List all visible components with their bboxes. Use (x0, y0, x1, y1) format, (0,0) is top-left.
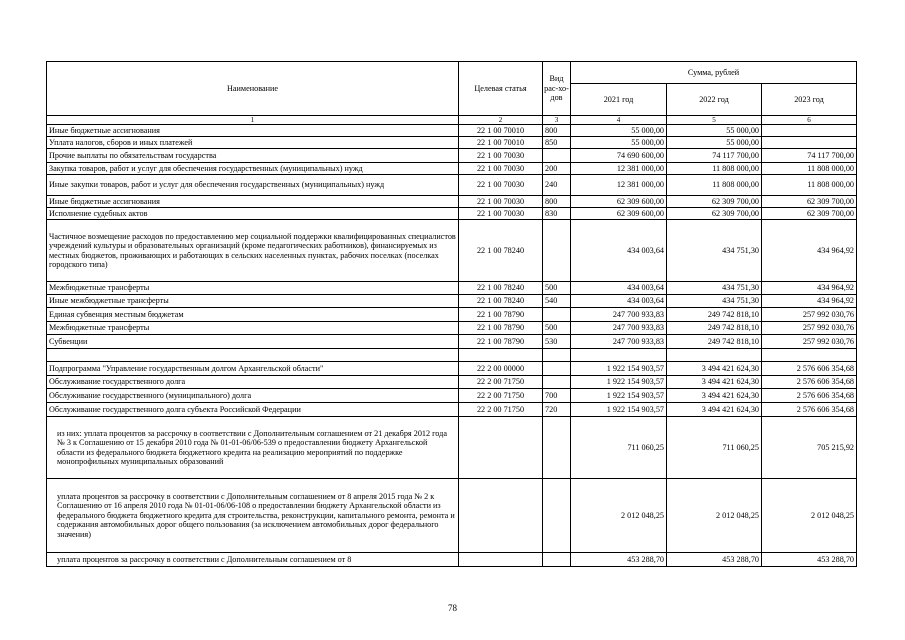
budget-table (46, 61, 857, 567)
row-name: Прочие выплаты по обязательствам государства (47, 149, 459, 163)
row-sum-2023: 2 576 606 354,68 (762, 362, 857, 376)
table-row (47, 376, 857, 389)
header-year-2021: 2021 год (571, 84, 667, 116)
table-row (47, 295, 857, 308)
row-target-code: 22 1 00 70030 (459, 149, 543, 163)
row-sum-2021: 1 922 154 903,57 (571, 389, 667, 403)
row-target-code: 22 1 00 78240 (459, 295, 543, 308)
row-sum-2022: 2 012 048,25 (667, 479, 762, 553)
row-name: из них: уплата процентов за рассрочку в соответствии с Дополнительным соглашением от 21 декабря 2012 года № 3 к Соглашению от 15 декабря 2010 года № 01-01-06/06-539 о предоставлении бюджету Архангельской области из федерального бюджета бюджетного кредита на реализацию мероприятий по поддержке монопрофильных муниципальных образований (47, 417, 459, 479)
row-target-code: 22 1 00 78240 (459, 220, 543, 282)
row-sum-2023: 2 576 606 354,68 (762, 403, 857, 417)
row-sum-2022: 11 808 000,00 (667, 163, 762, 175)
row-sum-2023: 74 117 700,00 (762, 149, 857, 163)
row-name: Иные бюджетные ассигнования (47, 196, 459, 208)
row-expense-type: 530 (543, 335, 571, 349)
row-name: уплата процентов за рассрочку в соответствии с Дополнительным соглашением от 8 (47, 553, 459, 567)
row-sum-2021: 1 922 154 903,57 (571, 403, 667, 417)
row-sum-2021: 1 922 154 903,57 (571, 362, 667, 376)
row-sum-2023: 705 215,92 (762, 417, 857, 479)
table-row (47, 163, 857, 175)
column-number: 2 (459, 116, 543, 125)
row-expense-type: 720 (543, 403, 571, 417)
row-sum-2023 (762, 349, 857, 362)
row-expense-type: 700 (543, 389, 571, 403)
row-name: Обслуживание государственного долга субъекта Российской Федерации (47, 403, 459, 417)
row-name: Обслуживание государственного (муниципального) долга (47, 389, 459, 403)
row-sum-2023: 434 964,92 (762, 282, 857, 295)
row-sum-2022: 249 742 818,10 (667, 308, 762, 322)
row-name: Иные закупки товаров, работ и услуг для обеспечения государственных (муниципальных) нужд (47, 175, 459, 196)
row-expense-type (543, 362, 571, 376)
row-sum-2022: 55 000,00 (667, 125, 762, 137)
row-expense-type (543, 149, 571, 163)
row-expense-type: 200 (543, 163, 571, 175)
row-sum-2022: 11 808 000,00 (667, 175, 762, 196)
table-row (47, 389, 857, 403)
row-name: Частичное возмещение расходов по предоставлению мер социальной поддержки квалифицированных специалистов учреждений культуры и образовательных организаций (кроме педагогических работников), финансируемых из местных бюджетов, проживающих и работающих в сельских населенных пунктах, рабочих поселках (поселках городского типа) (47, 220, 459, 282)
row-target-code (459, 417, 543, 479)
row-expense-type (543, 417, 571, 479)
row-expense-type (543, 553, 571, 567)
row-sum-2021: 247 700 933,83 (571, 308, 667, 322)
table-row (47, 125, 857, 137)
row-name: Обслуживание государственного долга (47, 376, 459, 389)
row-target-code (459, 349, 543, 362)
row-sum-2023: 11 808 000,00 (762, 175, 857, 196)
row-sum-2023: 2 576 606 354,68 (762, 389, 857, 403)
row-name: Исполнение судебных актов (47, 208, 459, 220)
row-expense-type (543, 220, 571, 282)
row-sum-2021: 55 000,00 (571, 125, 667, 137)
table-row (47, 137, 857, 149)
row-sum-2023: 2 012 048,25 (762, 479, 857, 553)
row-sum-2021: 453 288,70 (571, 553, 667, 567)
row-sum-2021: 1 922 154 903,57 (571, 376, 667, 389)
row-name: уплата процентов за рассрочку в соответствии с Дополнительным соглашением от 8 апреля 2015 года № 2 к Соглашению от 16 апреля 2010 года № 01-01-06/06-108 о предоставлении бюджету Архангельской области из федерального бюджета бюджетного кредита для строительства, реконструкции, капитального ремонта, ремонта и содержания автомобильных дорог общего пользования (за исключением автомобильных дорог федерального значения) (47, 479, 459, 553)
table-row-subprogram (47, 362, 857, 376)
table-row (47, 196, 857, 208)
row-expense-type: 850 (543, 137, 571, 149)
header-expense-type: Вид рас-хо-дов (543, 62, 571, 116)
row-sum-2021: 12 381 000,00 (571, 175, 667, 196)
row-sum-2022: 74 117 700,00 (667, 149, 762, 163)
table-row (47, 553, 857, 567)
row-sum-2023: 62 309 700,00 (762, 196, 857, 208)
row-sum-2022: 434 751,30 (667, 282, 762, 295)
row-target-code: 22 1 00 70030 (459, 196, 543, 208)
row-target-code: 22 2 00 71750 (459, 389, 543, 403)
row-sum-2021: 2 012 048,25 (571, 479, 667, 553)
row-target-code (459, 553, 543, 567)
row-target-code: 22 2 00 71750 (459, 403, 543, 417)
table-row (47, 175, 857, 196)
row-name: Закупка товаров, работ и услуг для обеспечения государственных (муниципальных) нужд (47, 163, 459, 175)
column-number: 3 (543, 116, 571, 125)
row-target-code (459, 479, 543, 553)
row-sum-2022: 62 309 700,00 (667, 196, 762, 208)
row-sum-2023: 62 309 700,00 (762, 208, 857, 220)
row-name: Иные бюджетные ассигнования (47, 125, 459, 137)
row-sum-2021: 247 700 933,83 (571, 322, 667, 335)
row-sum-2022: 453 288,70 (667, 553, 762, 567)
table-row (47, 322, 857, 335)
row-sum-2021: 434 003,64 (571, 282, 667, 295)
row-name: Уплата налогов, сборов и иных платежей (47, 137, 459, 149)
row-sum-2022: 434 751,30 (667, 220, 762, 282)
row-expense-type: 500 (543, 282, 571, 295)
table-row (47, 335, 857, 349)
row-sum-2022: 55 000,00 (667, 137, 762, 149)
row-target-code: 22 1 00 70030 (459, 163, 543, 175)
column-number: 1 (47, 116, 459, 125)
row-sum-2022: 3 494 421 624,30 (667, 389, 762, 403)
row-expense-type (543, 376, 571, 389)
row-sum-2022: 62 309 700,00 (667, 208, 762, 220)
row-sum-2021 (571, 349, 667, 362)
table-row (47, 403, 857, 417)
row-sum-2022: 434 751,30 (667, 295, 762, 308)
row-target-code: 22 2 00 71750 (459, 376, 543, 389)
row-target-code: 22 1 00 70030 (459, 175, 543, 196)
row-expense-type (543, 349, 571, 362)
row-sum-2022: 3 494 421 624,30 (667, 376, 762, 389)
row-sum-2021: 247 700 933,83 (571, 335, 667, 349)
row-target-code: 22 1 00 78790 (459, 322, 543, 335)
row-sum-2023: 257 992 030,76 (762, 308, 857, 322)
row-name: Межбюджетные трансферты (47, 282, 459, 295)
row-sum-2023 (762, 137, 857, 149)
table-row (47, 479, 857, 553)
row-sum-2023: 2 576 606 354,68 (762, 376, 857, 389)
table-row (47, 308, 857, 322)
header-target-article: Целевая статья (459, 62, 543, 116)
table-row (47, 417, 857, 479)
table-row-empty (47, 349, 857, 362)
column-number: 6 (762, 116, 857, 125)
row-sum-2021: 434 003,64 (571, 295, 667, 308)
row-sum-2022 (667, 349, 762, 362)
row-expense-type: 830 (543, 208, 571, 220)
table-row (47, 208, 857, 220)
page-number: 78 (448, 603, 457, 613)
table-row (47, 149, 857, 163)
row-sum-2022: 3 494 421 624,30 (667, 403, 762, 417)
row-target-code: 22 1 00 70030 (459, 208, 543, 220)
row-name: Иные межбюджетные трансферты (47, 295, 459, 308)
row-expense-type: 500 (543, 322, 571, 335)
row-target-code: 22 1 00 70010 (459, 125, 543, 137)
row-sum-2021: 55 000,00 (571, 137, 667, 149)
header-year-2022: 2022 год (667, 84, 762, 116)
row-sum-2023: 11 808 000,00 (762, 163, 857, 175)
column-number: 4 (571, 116, 667, 125)
row-sum-2023: 257 992 030,76 (762, 335, 857, 349)
row-sum-2022: 249 742 818,10 (667, 335, 762, 349)
row-expense-type: 800 (543, 125, 571, 137)
row-sum-2023: 257 992 030,76 (762, 322, 857, 335)
row-sum-2022: 711 060,25 (667, 417, 762, 479)
row-sum-2021: 62 309 600,00 (571, 196, 667, 208)
row-expense-type (543, 308, 571, 322)
row-sum-2021: 74 690 600,00 (571, 149, 667, 163)
row-sum-2021: 62 309 600,00 (571, 208, 667, 220)
row-sum-2023: 453 288,70 (762, 553, 857, 567)
row-target-code: 22 1 00 78790 (459, 308, 543, 322)
row-target-code: 22 1 00 78790 (459, 335, 543, 349)
row-name: Подпрограмма "Управление государственным долгом Архангельской области" (47, 362, 459, 376)
row-name: Межбюджетные трансферты (47, 322, 459, 335)
row-sum-2022: 3 494 421 624,30 (667, 362, 762, 376)
header-year-2023: 2023 год (762, 84, 857, 116)
column-number: 5 (667, 116, 762, 125)
row-sum-2023: 434 964,92 (762, 295, 857, 308)
row-expense-type (543, 479, 571, 553)
row-sum-2021: 12 381 000,00 (571, 163, 667, 175)
row-target-code: 22 1 00 78240 (459, 282, 543, 295)
row-target-code: 22 2 00 00000 (459, 362, 543, 376)
row-name (47, 349, 459, 362)
table-row (47, 220, 857, 282)
header-sum: Сумма, рублей (571, 62, 857, 84)
row-target-code: 22 1 00 70010 (459, 137, 543, 149)
row-name: Субвенции (47, 335, 459, 349)
row-sum-2022: 249 742 818,10 (667, 322, 762, 335)
row-sum-2023: 434 964,92 (762, 220, 857, 282)
row-sum-2021: 711 060,25 (571, 417, 667, 479)
row-expense-type: 240 (543, 175, 571, 196)
table-row (47, 282, 857, 295)
row-sum-2021: 434 003,64 (571, 220, 667, 282)
row-name: Единая субвенция местным бюджетам (47, 308, 459, 322)
row-expense-type: 540 (543, 295, 571, 308)
column-numbers-row (47, 116, 857, 125)
row-sum-2023 (762, 125, 857, 137)
header-name: Наименование (47, 62, 459, 116)
row-expense-type: 800 (543, 196, 571, 208)
